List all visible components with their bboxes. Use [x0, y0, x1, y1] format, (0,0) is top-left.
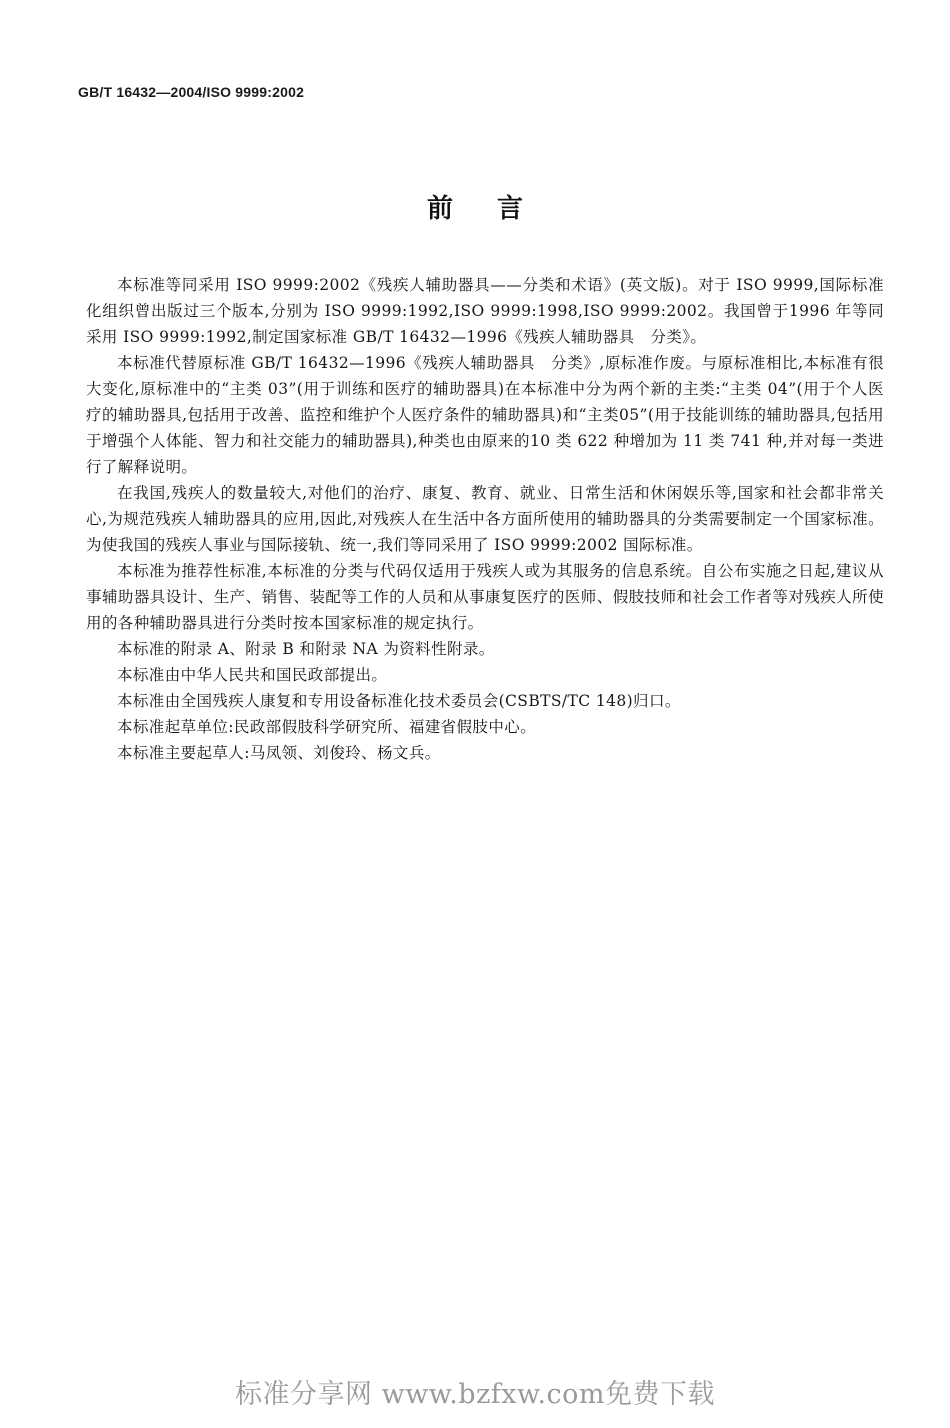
paragraph-technical-committee: 本标准由全国残疾人康复和专用设备标准化技术委员会(CSBTS/TC 148)归口。	[117, 692, 681, 710]
paragraph-adoption: 本标准等同采用 ISO 9999:2002《残疾人辅助器具——分类和术语》(英文版)。对于 ISO 9999,国际标准化组织曾出版过三个版本,分别为 ISO 9999:1992,ISO 9999:1998,ISO 9999:2002。我国曾于1996 年等同采用 ISO 9999:1992,制定国家标准 GB/T 16432—1996《残疾人辅助器具 分类》。	[86, 276, 884, 346]
paragraph-proposer: 本标准由中华人民共和国民政部提出。	[117, 666, 388, 684]
body-text	[86, 272, 884, 766]
paragraph-scope: 本标准为推荐性标准,本标准的分类与代码仅适用于残疾人或为其服务的信息系统。自公布实施之日起,建议从事辅助器具设计、生产、销售、装配等工作的人员和从事康复医疗的医师、假肢技师和社会工作者等对残疾人所使用的各种辅助器具进行分类时按本国家标准的规定执行。	[86, 562, 884, 632]
paragraph-background: 在我国,残疾人的数量较大,对他们的治疗、康复、教育、就业、日常生活和休闲娱乐等,国家和社会都非常关心,为规范残疾人辅助器具的应用,因此,对残疾人在生活中各方面所使用的辅助器具的分类需要制定一个国家标准。为使我国的残疾人事业与国际接轨、统一,我们等同采用了 ISO 9999:2002 国际标准。	[86, 484, 884, 554]
paragraph-drafting-units: 本标准起草单位:民政部假肢科学研究所、福建省假肢中心。	[117, 718, 537, 736]
watermark-text: 标准分享网 www.bzfxw.com免费下载	[235, 1379, 715, 1410]
paragraph-replacement: 本标准代替原标准 GB/T 16432—1996《残疾人辅助器具 分类》,原标准作废。与原标准相比,本标准有很大变化,原标准中的“主类 03”(用于训练和医疗的辅助器具)在本标准中分为两个新的主类:“主类 04”(用于个人医疗的辅助器具,包括用于改善、监控和维护个人医疗条件的辅助器具)和“主类05”(用于技能训练的辅助器具,包括用于增强个人体能、智力和社交能力的辅助器具),种类也由原来的10 类 622 种增加为 11 类 741 种,并对每一类进行了解释说明。	[86, 354, 884, 476]
paragraph-annexes: 本标准的附录 A、附录 B 和附录 NA 为资料性附录。	[117, 640, 495, 658]
standard-code-header: GB/T 16432—2004/ISO 9999:2002	[78, 84, 305, 100]
page-title: 前言	[426, 194, 567, 224]
paragraph-drafters: 本标准主要起草人:马凤领、刘俊玲、杨文兵。	[117, 744, 441, 762]
